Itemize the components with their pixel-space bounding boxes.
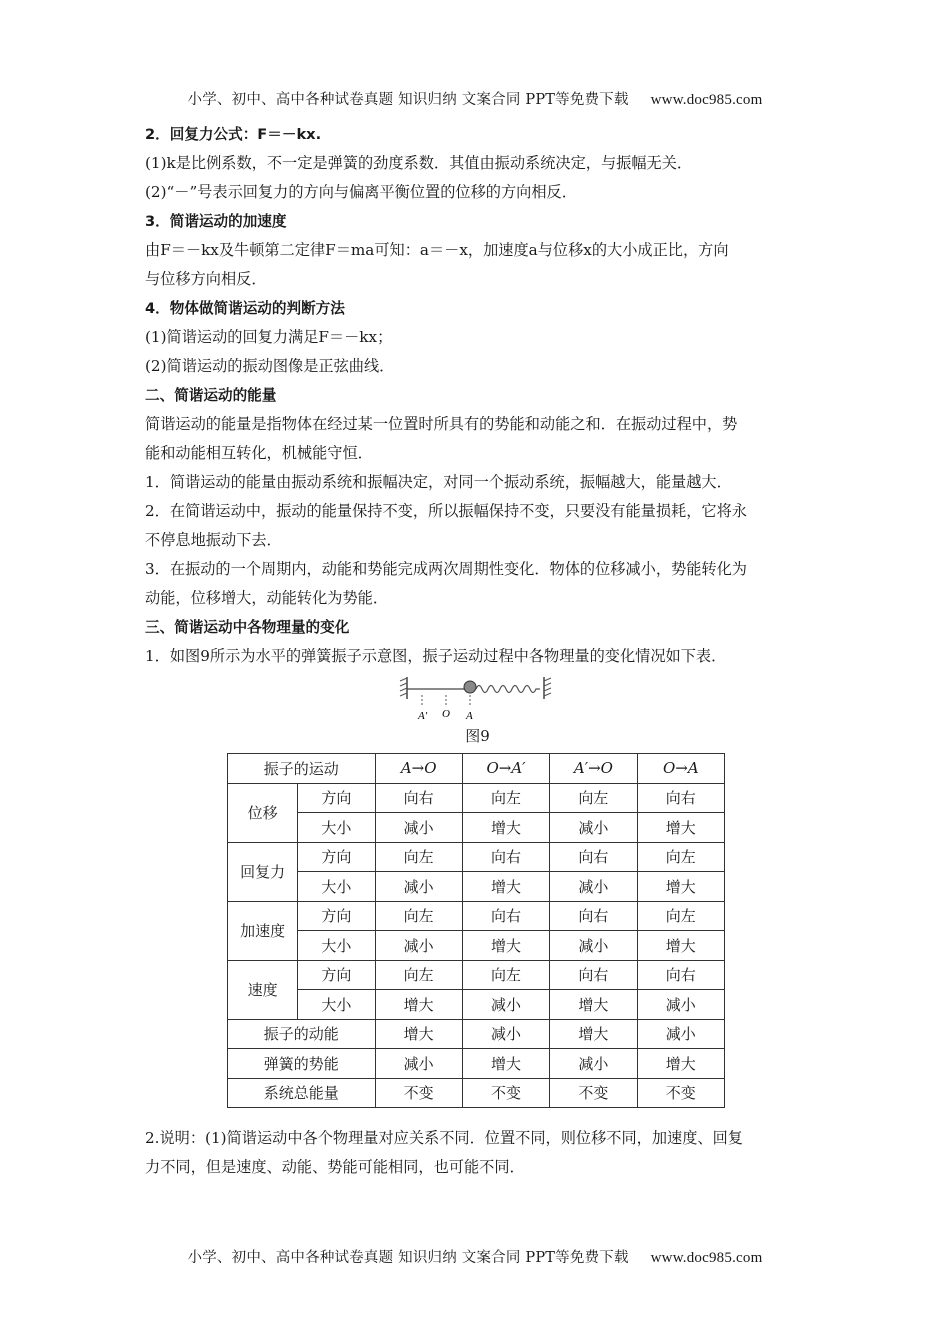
paragraph-line: 简谐运动的能量是指物体在经过某一位置时所具有的势能和动能之和．在振动过程中，势: [145, 415, 738, 433]
table-cell: 减小: [637, 990, 724, 1020]
paragraph-line: 与位移方向相反．: [145, 270, 267, 288]
paragraph-line: 动能，位移增大，动能转化为势能．: [145, 589, 388, 607]
table-cell: 向右: [550, 842, 637, 872]
column-header: O→A: [637, 754, 724, 784]
sub-label: 大小: [298, 872, 375, 902]
group-label: 回复力: [228, 842, 298, 901]
table-cell: 不变: [462, 1078, 549, 1108]
table-cell: 向左: [637, 901, 724, 931]
paragraph-line: 2.说明：(1)简谐运动中各个物理量对应关系不同．位置不同，则位移不同，加速度、回复: [145, 1129, 743, 1147]
column-header: A→O: [375, 754, 462, 784]
table-cell: 增大: [375, 990, 462, 1020]
table-cell: 减小: [462, 1019, 549, 1049]
table-cell: 减小: [637, 1019, 724, 1049]
label-a: A: [466, 710, 473, 722]
header-text: 小学、初中、高中各种试卷真题 知识归纳 文案合同 PPT等免费下载: [187, 92, 629, 108]
sub-label: 方向: [298, 960, 375, 990]
table-corner-cell: 振子的运动: [228, 754, 376, 784]
table-row: [228, 842, 725, 872]
table-cell: 向左: [637, 842, 724, 872]
sub-label: 方向: [298, 783, 375, 813]
table-cell: 向右: [637, 960, 724, 990]
table-cell: 增大: [462, 1049, 549, 1079]
header-url[interactable]: www.doc985.com: [650, 92, 763, 108]
paragraph-line: (1)简谐运动的回复力满足F＝－kx；: [145, 328, 393, 346]
footer-url[interactable]: www.doc985.com: [650, 1250, 763, 1266]
table-row: [228, 783, 725, 813]
table-cell: 增大: [637, 872, 724, 902]
label-o: O: [442, 708, 450, 720]
column-header: A′→O: [550, 754, 637, 784]
table-cell: 向左: [375, 960, 462, 990]
page-footer: [0, 1246, 950, 1267]
table-row: [228, 990, 725, 1020]
table-cell: 减小: [550, 931, 637, 961]
paragraph-line: (1)k是比例系数，不一定是弹簧的劲度系数．其值由振动系统决定，与振幅无关．: [145, 154, 693, 172]
section-heading: 二、简谐运动的能量: [145, 387, 277, 404]
table-cell: 向右: [550, 901, 637, 931]
table-cell: 向右: [375, 783, 462, 813]
table-cell: 减小: [550, 1049, 637, 1079]
table-cell: 增大: [550, 990, 637, 1020]
table-cell: 向右: [637, 783, 724, 813]
row-label: 弹簧的势能: [228, 1049, 376, 1079]
table-cell: 减小: [375, 813, 462, 843]
table-cell: 向右: [550, 960, 637, 990]
section-heading: 三、简谐运动中各物理量的变化: [145, 619, 350, 636]
paragraph-line: 1．简谐运动的能量由振动系统和振幅决定，对同一个振动系统，振幅越大，能量越大．: [145, 473, 732, 491]
row-label: 振子的动能: [228, 1019, 376, 1049]
group-label: 位移: [228, 783, 298, 842]
table-cell: 向右: [462, 842, 549, 872]
table-cell: 向左: [375, 842, 462, 872]
table-cell: 增大: [462, 872, 549, 902]
table-cell: 减小: [550, 813, 637, 843]
table-cell: 增大: [637, 1049, 724, 1079]
label-a-prime: A′: [418, 710, 428, 722]
section-heading: 2．回复力公式：F＝－kx.: [145, 126, 322, 143]
paragraph-line: 力不同，但是速度、动能、势能可能相同，也可能不同．: [145, 1158, 525, 1176]
table-cell: 减小: [375, 931, 462, 961]
table-cell: 不变: [550, 1078, 637, 1108]
table-row: [228, 931, 725, 961]
table-cell: 增大: [550, 1019, 637, 1049]
figure-caption: 图9: [465, 727, 490, 745]
sub-label: 方向: [298, 842, 375, 872]
paragraph-line: 不停息地振动下去．: [145, 531, 282, 549]
sub-label: 大小: [298, 931, 375, 961]
explanation: [145, 1124, 810, 1182]
table-cell: 向右: [462, 901, 549, 931]
spring-oscillator-figure: [145, 675, 810, 723]
paragraph-line: 能和动能相互转化，机械能守恒．: [145, 444, 373, 462]
table-row: [228, 1019, 725, 1049]
table-cell: 向左: [462, 783, 549, 813]
row-label: 系统总能量: [228, 1078, 376, 1108]
table-cell: 向左: [375, 901, 462, 931]
table-cell: 减小: [462, 990, 549, 1020]
table-cell: 向左: [462, 960, 549, 990]
table-cell: 增大: [375, 1019, 462, 1049]
table-row: [228, 813, 725, 843]
sub-label: 方向: [298, 901, 375, 931]
spring-diagram: [397, 675, 557, 723]
paragraph-line: 2．在简谐运动中，振动的能量保持不变，所以振幅保持不变，只要没有能量损耗，它将永: [145, 502, 747, 520]
column-header: O→A′: [462, 754, 549, 784]
footer-text: 小学、初中、高中各种试卷真题 知识归纳 文案合同 PPT等免费下载: [187, 1250, 629, 1266]
table-row: [228, 872, 725, 902]
physics-quantity-table: [227, 753, 725, 1108]
paragraph-line: 1．如图9所示为水平的弹簧振子示意图，振子运动过程中各物理量的变化情况如下表．: [145, 647, 727, 665]
table-cell: 不变: [637, 1078, 724, 1108]
document-body: [145, 120, 810, 1182]
table-row: [228, 1049, 725, 1079]
section-heading: 4．物体做简谐运动的判断方法: [145, 300, 345, 317]
sub-label: 大小: [298, 990, 375, 1020]
paragraph-line: (2)简谐运动的振动图像是正弦曲线．: [145, 357, 395, 375]
table-cell: 减小: [550, 872, 637, 902]
table-cell: 增大: [637, 813, 724, 843]
group-label: 速度: [228, 960, 298, 1019]
paragraph-line: 由F＝－kx及牛顿第二定律F＝ma可知：a＝－x，加速度a与位移x的大小成正比，方向: [145, 241, 729, 259]
paragraph-line: (2)“－”号表示回复力的方向与偏离平衡位置的位移的方向相反．: [145, 183, 577, 201]
page-header: [0, 88, 950, 109]
table-cell: 增大: [462, 931, 549, 961]
table-cell: 不变: [375, 1078, 462, 1108]
table-row: [228, 960, 725, 990]
table-header-row: [228, 754, 725, 784]
table-cell: 减小: [375, 872, 462, 902]
table-row: [228, 1078, 725, 1108]
table-cell: 向左: [550, 783, 637, 813]
group-label: 加速度: [228, 901, 298, 960]
table-cell: 减小: [375, 1049, 462, 1079]
table-cell: 增大: [637, 931, 724, 961]
section-heading: 3．简谐运动的加速度: [145, 213, 287, 230]
table-row: [228, 901, 725, 931]
table-cell: 增大: [462, 813, 549, 843]
sub-label: 大小: [298, 813, 375, 843]
paragraph-line: 3．在振动的一个周期内，动能和势能完成两次周期性变化．物体的位移减小，势能转化为: [145, 560, 747, 578]
